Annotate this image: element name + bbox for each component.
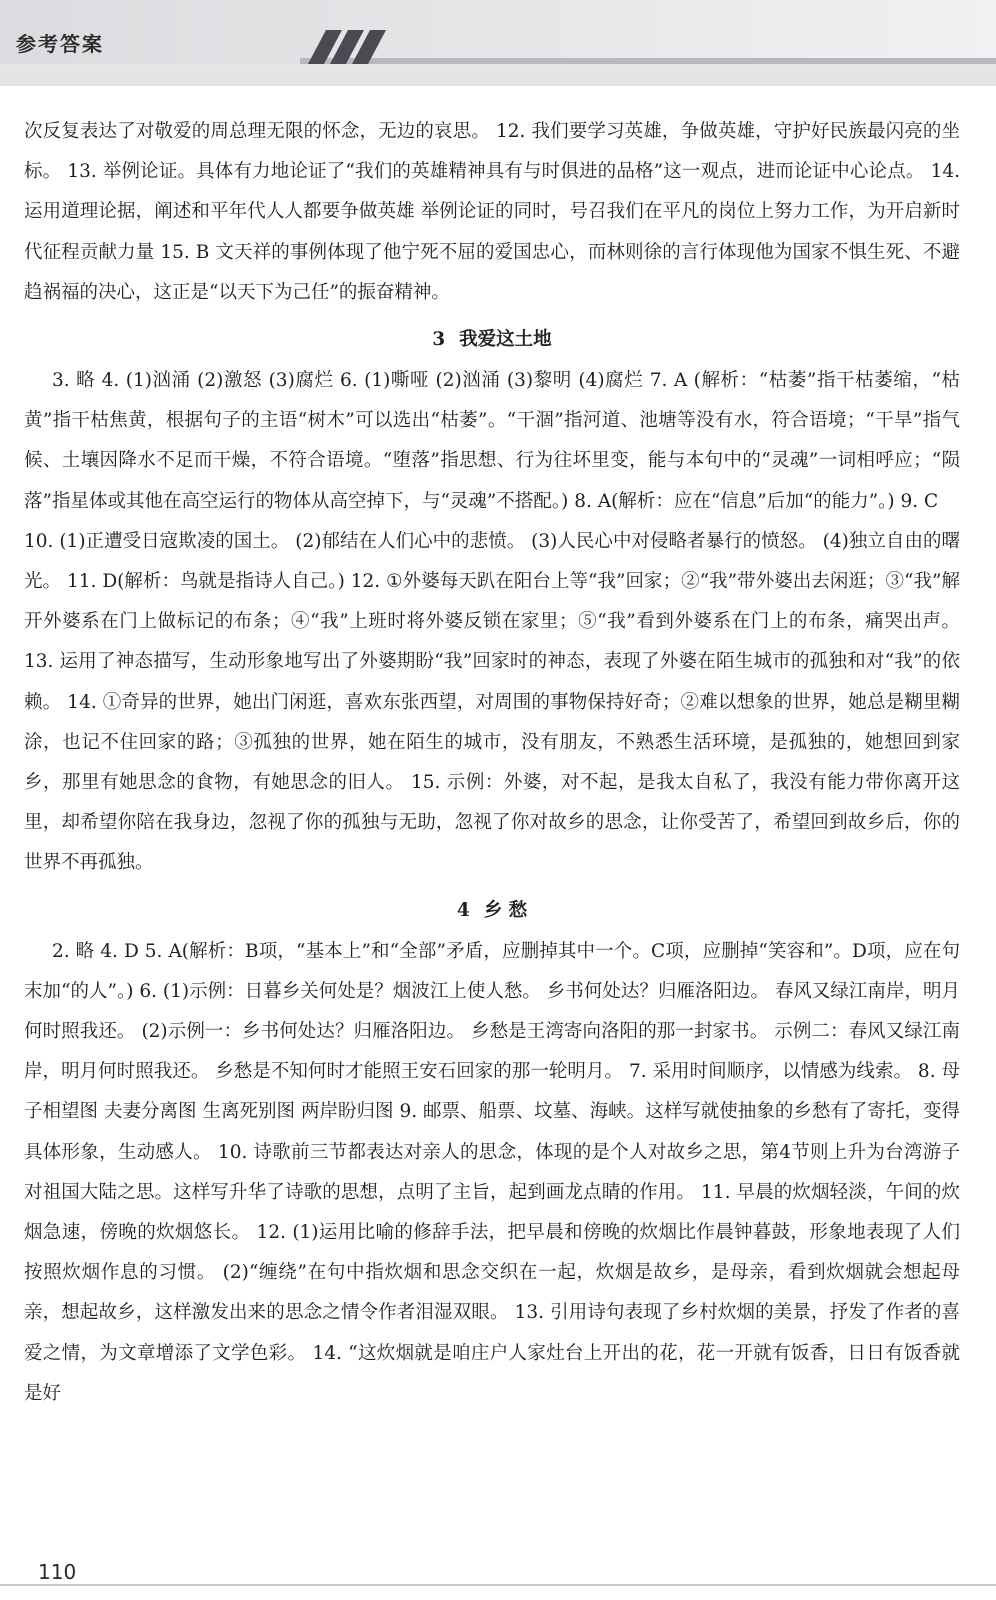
header-stripes-icon [308, 30, 408, 64]
answer-paragraph: 次反复表达了对敬爱的周总理无限的怀念，无边的哀思。 12. 我们要学习英雄，争做英雄，守护好民族最闪亮的坐标。 13. 举例论证。具体有力地论证了“我们的英雄精神具有与时俱进的品格”这一观点，进而论证中心论点。 14. 运用道理论据，阐述和平年代人人都要争做英雄 举例论证的同时，号召我们在平凡的岗位上努力工作，为开启新时代征程贡献力量 15. B 文天祥的事例体现了他宁死不屈的爱国忠心，而林则徐的言行体现他为国家不惧生死、不避趋祸福的决心，这正是“以天下为己任”的振奋精神。 [24, 121, 960, 303]
answer-paragraph: 3. 略 4. (1)汹涌 (2)激怒 (3)腐烂 6. (1)嘶哑 (2)汹涌 (3)黎明 (4)腐烂 7. A (解析：“枯萎”指干枯萎缩，“枯黄”指干枯焦黄，根据句子的主语“树木”可以选出“枯萎”。“干涸”指河道、池塘等没有水，符合语境；“干旱”指气候、土壤因降水不足而干燥，不符合语境。“堕落”指思想、行为往坏里变，能与本句中的“灵魂”一词相呼应；“陨落”指星体或其他在高空运行的物体从高空掉下，与“灵魂”不搭配。) 8. A(解析：应在“信息”后加“的能力”。) 9. C [24, 370, 960, 512]
section-heading: 乡 愁 [483, 899, 528, 921]
section-number: 4 [456, 899, 470, 921]
section-title-3 [24, 319, 960, 361]
header-band [0, 0, 996, 64]
header-title: 参考答案 [16, 32, 104, 56]
page-number: 110 [38, 1560, 77, 1584]
page-header [0, 0, 996, 86]
answer-paragraph: 2. 略 4. D 5. A(解析：B项，“基本上”和“全部”矛盾，应删掉其中一个。C项，应删掉“笑容和”。D项，应在句末加“的人”。) 6. (1)示例：日暮乡关何处是？烟波江上使人愁。 乡书何处达？归雁洛阳边。 春风又绿江南岸，明月何时照我还。 (2)示例一：乡书何处达？归雁洛阳边。 乡愁是王湾寄向洛阳的那一封家书。 示例二：春风又绿江南岸，明月何时照我还。 乡愁是不知何时才能照王安石回家的那一轮明月。 7. 采用时间顺序，以情感为线索。 8. 母子相望图 夫妻分离图 生离死别图 两岸盼归图 9. 邮票、船票、坟墓、海峡。这样写就使抽象的乡愁有了寄托，变得具体形象，生动感人。 10. 诗歌前三节都表达对亲人的思念，体现的是个人对故乡之思，第4节则上升为台湾游子对祖国大陆之思。这样写升华了诗歌的思想，点明了主旨，起到画龙点睛的作用。 11. 早晨的炊烟轻淡，午间的炊烟急速，傍晚的炊烟悠长。 12. (1)运用比喻的修辞手法，把早晨和傍晚的炊烟比作晨钟暮鼓，形象地表现了人们按照炊烟作息的习惯。 (2)“缠绕”在句中指炊烟和思念交织在一起，炊烟是故乡，是母亲，看到炊烟就会想起母亲，想起故乡，这样激发出来的思念之情令作者泪湿双眼。 13. 引用诗句表现了乡村炊烟的美景，抒发了作者的喜爱之情，为文章增添了文学色彩。 14. “这炊烟就是咱庄户人家灶台上开出的花，花一开就有饭香，日日有饭香就是好 [24, 940, 960, 1404]
answer-paragraph: 10. (1)正遭受日寇欺凌的国土。 (2)郁结在人们心中的悲愤。 (3)人民心中对侵略者暴行的愤怒。 (4)独立自由的曙光。 11. D(解析：鸟就是指诗人自己。) 12. ①外婆每天趴在阳台上等“我”回家；②“我”带外婆出去闲逛；③“我”解开外婆系在门上做标记的布条；④“我”上班时将外婆反锁在家里；⑤“我”看到外婆系在门上的布条，痛哭出声。 13. 运用了神态描写，生动形象地写出了外婆期盼“我”回家时的神态，表现了外婆在陌生城市的孤独和对“我”的依赖。 14. ①奇异的世界，她出门闲逛，喜欢东张西望，对周围的事物保持好奇；②难以想象的世界，她总是糊里糊涂，也记不住回家的路；③孤独的世界，她在陌生的城市，没有朋友，不熟悉生活环境，是孤独的，她想回到家乡，那里有她思念的食物，有她思念的旧人。 15. 示例：外婆，对不起，是我太自私了，我没有能力带你离开这里，却希望你陪在我身边，忽视了你的孤独与无助，忽视了你对故乡的思念，让你受苦了，希望回到故乡后，你的世界不再孤独。 [24, 530, 960, 874]
footer-rule [0, 1584, 996, 1586]
answer-content [24, 112, 960, 1414]
section-title-4 [24, 890, 960, 932]
section-heading: 我爱这土地 [459, 329, 552, 351]
section-number: 3 [432, 329, 446, 351]
